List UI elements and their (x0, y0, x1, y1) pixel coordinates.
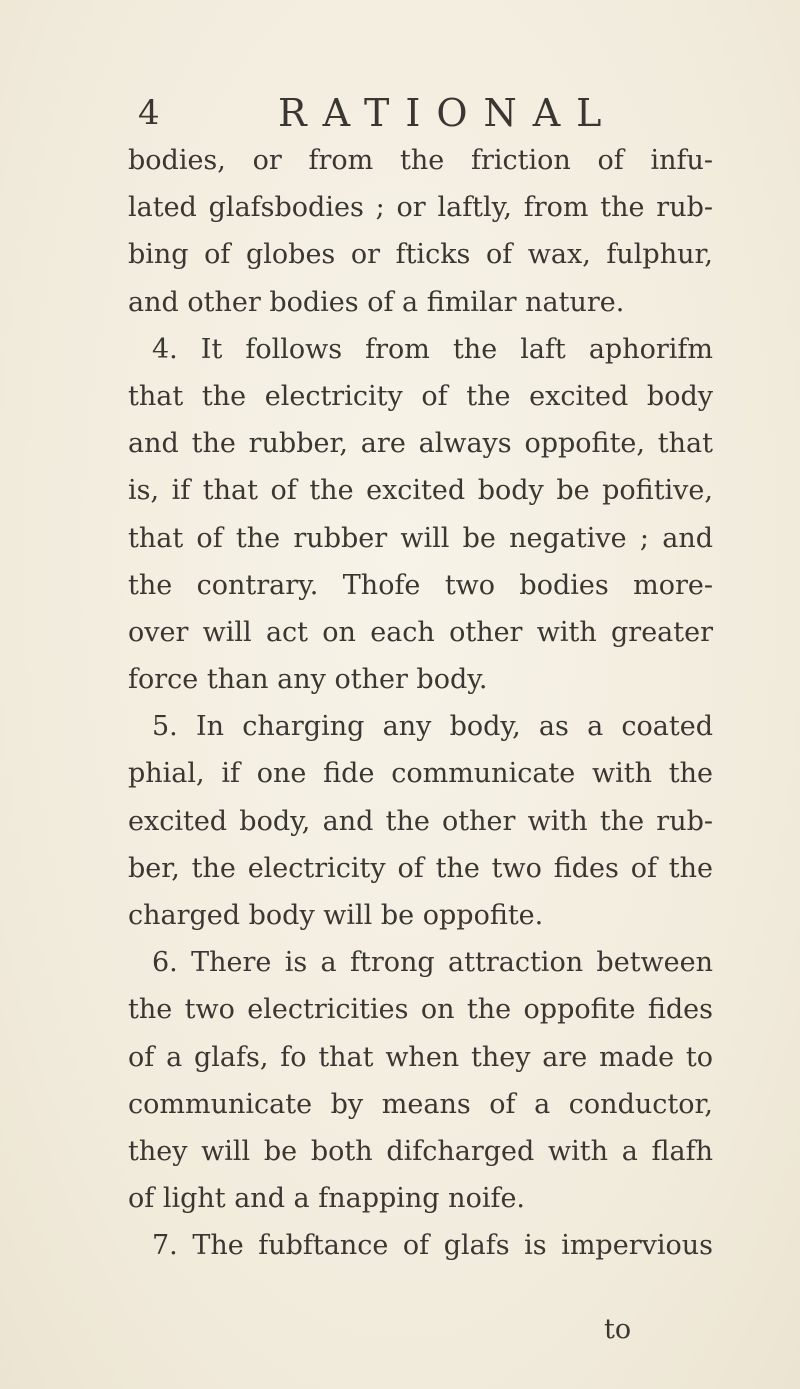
text-line: charged body will be oppofite. (128, 900, 544, 931)
running-head: RATIONAL (278, 91, 618, 135)
text-line: and other bodies of a fimilar nature. (128, 286, 625, 318)
aphorism-6-start: 6. There is a ftrong attraction between (152, 947, 713, 979)
text-line: they will be both difcharged with a flafh (128, 1135, 713, 1167)
text-line: that the electricity of the excited body (128, 380, 713, 412)
text-line: phial, if one fide communicate with the (128, 758, 713, 790)
text-line: ber, the electricity of the two fides of the (128, 852, 713, 884)
text-line: is, if that of the excited body be pofitive, (128, 475, 713, 507)
text-line: lated glafsbodies ; or laftly, from the rub- (128, 192, 713, 224)
aphorism-7-start: 7. The fubftance of glafs is impervious (152, 1230, 713, 1262)
catchword: to (604, 1314, 632, 1345)
text-line: force than any other body. (128, 664, 488, 696)
text-line: excited body, and the other with the rub- (128, 805, 713, 837)
text-line: that of the rubber will be negative ; and (128, 522, 713, 554)
text-line: the two electricities on the oppofite fides (128, 994, 713, 1026)
body-text (128, 137, 713, 1270)
text-line: of light and a fnapping noife. (128, 1183, 526, 1215)
text-line: bodies, or from the friction of infu- (128, 145, 713, 176)
text-line: communicate by means of a conductor, (128, 1088, 713, 1120)
aphorism-5-start: 5. In charging any body, as a coated (152, 711, 713, 743)
page-number: 4 (138, 93, 160, 133)
text-line: over will act on each other with greater (128, 616, 713, 648)
text-line: of a glafs, fo that when they are made to (128, 1041, 713, 1073)
text-line: the contrary. Thofe two bodies more- (128, 569, 713, 601)
text-line: and the rubber, are always oppofite, that (128, 428, 713, 460)
page-header (138, 88, 658, 138)
text-line: bing of globes or fticks of wax, fulphur, (128, 239, 713, 271)
aphorism-4-start: 4. It follows from the laft aphorifm (152, 333, 713, 365)
